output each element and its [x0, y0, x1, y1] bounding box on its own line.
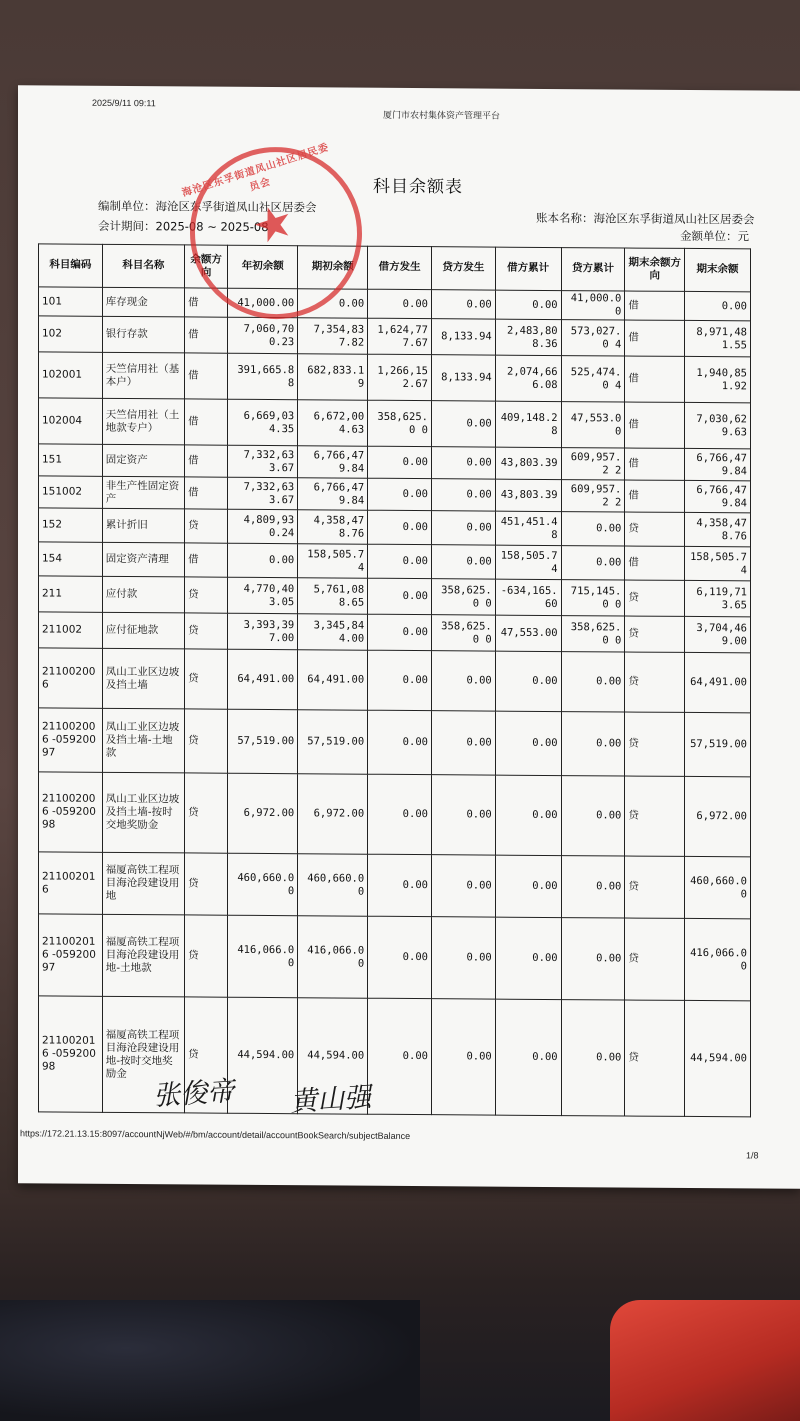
- cell-year-open: 7,060,70 0.23: [228, 317, 298, 353]
- column-header: 期末余额: [685, 248, 751, 291]
- cell-end-dir: 贷: [625, 856, 685, 918]
- column-header: 科目名称: [102, 244, 184, 288]
- table-row: [39, 398, 751, 449]
- cell-dir: 借: [185, 353, 228, 399]
- table-row: [39, 852, 751, 919]
- cell-debit: 0.00: [368, 998, 432, 1114]
- cell-credit: 0.00: [431, 401, 495, 447]
- cell-code: 154: [39, 542, 103, 576]
- signature-first: 张俊帝: [152, 1075, 236, 1113]
- cell-credit: 358,625.0 0: [431, 579, 495, 615]
- column-header: 年初余额: [228, 245, 298, 288]
- cell-debit-cum: 43,803.39: [495, 447, 561, 479]
- page-number: 1/8: [746, 1150, 759, 1161]
- cell-debit-cum: 0.00: [495, 855, 561, 917]
- cell-code: 211002016 -05920098: [39, 996, 103, 1112]
- cell-name: 凤山工业区边坡及挡土墙-按时交地奖励金: [102, 773, 184, 854]
- cell-credit-cum: 0.00: [561, 712, 625, 776]
- cell-name: 应付款: [102, 577, 184, 614]
- cell-end-dir: 借: [625, 480, 685, 512]
- cell-credit-cum: 0.00: [561, 652, 625, 712]
- cell-name: 福厦高铁工程项目海沧段建设用地: [102, 853, 184, 916]
- cell-dir: 贷: [185, 853, 228, 915]
- cell-credit: 0.00: [431, 479, 495, 511]
- cell-code: 211002016 -05920097: [39, 914, 103, 996]
- cell-period-open: 57,519.00: [298, 710, 368, 774]
- cell-end: 1,940,85 1.92: [685, 357, 751, 403]
- cell-name: 凤山工业区边坡及挡土墙: [102, 649, 184, 710]
- cell-end: 6,972.00: [685, 777, 751, 857]
- cell-debit-cum: 2,483,80 8.36: [495, 319, 561, 355]
- cell-period-open: 416,066.0 0: [298, 916, 368, 998]
- cell-credit: 0.00: [431, 290, 495, 320]
- signature-second: 黄山强: [289, 1081, 373, 1118]
- cell-code: 211002006 -05920097: [39, 708, 103, 772]
- cell-end-dir: 贷: [625, 776, 685, 856]
- cell-debit: 1,266,15 2.67: [368, 354, 432, 400]
- cell-dir: 贷: [185, 915, 228, 997]
- cell-name: 库存现金: [102, 287, 184, 317]
- cell-year-open: 64,491.00: [228, 649, 298, 709]
- cell-code: 152: [39, 508, 103, 542]
- cell-period-open: 158,505.7 4: [298, 544, 368, 578]
- cell-end: 57,519.00: [685, 713, 751, 777]
- cell-dir: 贷: [185, 577, 228, 613]
- cell-end-dir: 贷: [625, 918, 685, 1000]
- cell-debit-cum: 451,451.4 8: [495, 511, 561, 545]
- cell-period-open: 3,345,84 4.00: [298, 614, 368, 650]
- table-row: [39, 708, 751, 777]
- cell-debit-cum: 2,074,66 6.08: [495, 355, 561, 401]
- cell-debit: 0.00: [368, 650, 432, 710]
- cell-debit: 0.00: [368, 289, 432, 319]
- cell-end-dir: 贷: [625, 712, 685, 776]
- cell-credit: 0.00: [431, 917, 495, 999]
- cell-end-dir: 贷: [625, 616, 685, 652]
- cell-name: 应付征地款: [102, 613, 184, 650]
- dark-fabric: [0, 1300, 420, 1421]
- cell-end: 416,066.0 0: [685, 919, 751, 1001]
- cell-end-dir: 贷: [625, 652, 685, 712]
- column-header: 贷方累计: [561, 248, 625, 291]
- cell-credit: 0.00: [431, 855, 495, 917]
- cell-dir: 借: [185, 445, 228, 477]
- column-header: 期初余额: [298, 246, 368, 289]
- cell-name: 非生产性固定资产: [102, 477, 184, 510]
- cell-period-open: 64,491.00: [298, 650, 368, 710]
- cell-debit-cum: 0.00: [495, 290, 561, 320]
- cell-end-dir: 借: [625, 320, 685, 356]
- table-row: [39, 576, 751, 617]
- report-title: 科目余额表: [373, 176, 463, 198]
- cell-period-open: 6,672,00 4.63: [298, 400, 368, 446]
- cell-debit: 0.00: [368, 544, 432, 578]
- cell-code: 211: [39, 576, 103, 612]
- cell-code: 102001: [39, 352, 103, 398]
- cell-end: 6,119,71 3.65: [685, 581, 751, 617]
- cell-debit: 0.00: [368, 774, 432, 854]
- cell-debit: 0.00: [368, 916, 432, 998]
- unit-label: 金额单位：元: [680, 228, 749, 244]
- cell-debit-cum: 43,803.39: [495, 479, 561, 511]
- cell-year-open: 4,770,40 3.05: [228, 577, 298, 613]
- cell-name: 天竺信用社（基本户）: [102, 353, 184, 400]
- red-object: [610, 1300, 800, 1421]
- footer-url: https://172.21.13.15:8097/accountNjWeb/#/bm/account/detail/accountBookSearch/subjectBalance: [20, 1128, 411, 1142]
- cell-credit-cum: 0.00: [561, 918, 625, 1000]
- cell-year-open: 0.00: [228, 543, 298, 577]
- platform-name: 厦门市农村集体资产管理平台: [383, 109, 501, 121]
- cell-credit-cum: 715,145.0 0: [561, 580, 625, 616]
- table-row: [39, 648, 751, 713]
- table-row: [39, 476, 751, 513]
- cell-debit-cum: -634,165. 60: [495, 579, 561, 615]
- cell-end: 3,704,46 9.00: [685, 617, 751, 653]
- cell-end: 6,766,47 9.84: [685, 449, 751, 481]
- cell-credit-cum: 41,000.00: [561, 291, 625, 321]
- cell-end-dir: 借: [625, 402, 685, 448]
- cell-name: 凤山工业区边坡及挡土墙-土地款: [102, 709, 184, 774]
- column-header: 余额方向: [185, 245, 228, 288]
- cell-code: 102: [39, 316, 103, 352]
- cell-dir: 借: [185, 399, 228, 445]
- cell-code: 102004: [39, 398, 103, 444]
- cell-credit-cum: 358,625.0 0: [561, 616, 625, 652]
- cell-year-open: 460,660.0 0: [228, 853, 298, 915]
- balance-table: [38, 243, 751, 1117]
- cell-credit: 8,133.94: [431, 355, 495, 401]
- cell-credit: 0.00: [431, 511, 495, 545]
- cell-credit-cum: 47,553.00: [561, 402, 625, 448]
- table-header-row: [39, 244, 751, 292]
- cell-credit: 0.00: [431, 545, 495, 579]
- cell-credit: 0.00: [431, 447, 495, 479]
- cell-year-open: 391,665.8 8: [228, 353, 298, 399]
- cell-period-open: 44,594.00: [298, 998, 368, 1114]
- cell-name: 固定资产: [102, 445, 184, 478]
- cell-period-open: 6,766,47 9.84: [298, 446, 368, 478]
- seal-text: 海沧区东孚街道凤山社区居民委员会: [180, 142, 331, 200]
- printed-paper: [18, 85, 800, 1188]
- cell-code: 151: [39, 444, 103, 476]
- table-row: [39, 444, 751, 481]
- cell-period-open: 460,660.0 0: [298, 854, 368, 916]
- cell-debit-cum: 0.00: [495, 917, 561, 999]
- seal-star-icon: ★: [245, 191, 301, 256]
- cell-debit-cum: 0.00: [495, 999, 561, 1115]
- cell-credit: 0.00: [431, 999, 495, 1115]
- period-label: 会计期间：2025-08 ~ 2025-08: [98, 218, 269, 235]
- cell-dir: 贷: [185, 509, 228, 543]
- cell-name: 福厦高铁工程项目海沧段建设用地-土地款: [102, 915, 184, 998]
- cell-dir: 借: [185, 317, 228, 353]
- cell-end: 7,030,62 9.63: [685, 403, 751, 449]
- table-row: [39, 542, 751, 581]
- column-header: 贷方发生: [431, 247, 495, 290]
- cell-end-dir: 借: [625, 546, 685, 580]
- cell-credit-cum: 525,474.0 4: [561, 356, 625, 402]
- cell-code: 101: [39, 287, 103, 317]
- cell-year-open: 41,000.00: [228, 288, 298, 318]
- cell-period-open: 682,833.1 9: [298, 354, 368, 400]
- cell-end-dir: 贷: [625, 580, 685, 616]
- cell-debit-cum: 158,505.7 4: [495, 545, 561, 579]
- cell-year-open: 57,519.00: [228, 709, 298, 773]
- cell-credit: 0.00: [431, 775, 495, 855]
- cell-period-open: 6,766,47 9.84: [298, 478, 368, 510]
- cell-end: 44,594.00: [685, 1001, 751, 1117]
- cell-name: 福厦高铁工程项目海沧段建设用地-按时交地奖励金: [102, 997, 184, 1114]
- cell-dir: 贷: [185, 997, 228, 1113]
- cell-end: 158,505.7 4: [685, 547, 751, 581]
- cell-debit-cum: 0.00: [495, 651, 561, 711]
- cell-year-open: 7,332,63 3.67: [228, 477, 298, 509]
- cell-code: 211002016: [39, 852, 103, 914]
- cell-year-open: 4,809,93 0.24: [228, 509, 298, 543]
- cell-code: 151002: [39, 476, 103, 508]
- cell-debit: 0.00: [368, 578, 432, 614]
- cell-end: 8,971,48 1.55: [685, 321, 751, 357]
- cell-credit-cum: 0.00: [561, 512, 625, 546]
- cell-year-open: 6,972.00: [228, 773, 298, 853]
- cell-debit-cum: 0.00: [495, 711, 561, 775]
- cell-period-open: 6,972.00: [298, 774, 368, 854]
- cell-debit: 358,625.0 0: [368, 400, 432, 446]
- cell-name: 累计折旧: [102, 509, 184, 544]
- cell-dir: 贷: [185, 709, 228, 773]
- cell-year-open: 7,332,63 3.67: [228, 445, 298, 477]
- cell-credit-cum: 609,957.2 2: [561, 448, 625, 480]
- cell-debit-cum: 409,148.2 8: [495, 401, 561, 447]
- cell-end-dir: 贷: [625, 1000, 685, 1116]
- cell-credit-cum: 0.00: [561, 856, 625, 918]
- cell-year-open: 416,066.0 0: [228, 915, 298, 997]
- cell-debit: 0.00: [368, 614, 432, 650]
- column-header: 借方累计: [495, 247, 561, 290]
- cell-period-open: 5,761,08 8.65: [298, 578, 368, 614]
- cell-credit-cum: 0.00: [561, 546, 625, 580]
- cell-dir: 贷: [185, 773, 228, 853]
- cell-name: 银行存款: [102, 317, 184, 354]
- cell-dir: 贷: [185, 649, 228, 709]
- table-row: [39, 772, 751, 857]
- table-row: [39, 914, 751, 1001]
- cell-end: 460,660.0 0: [685, 857, 751, 919]
- cell-dir: 借: [185, 477, 228, 509]
- cell-debit: 0.00: [368, 446, 432, 478]
- cell-credit: 0.00: [431, 711, 495, 775]
- cell-period-open: 4,358,47 8.76: [298, 510, 368, 544]
- cell-credit: 0.00: [431, 651, 495, 711]
- table-row: [39, 316, 751, 357]
- cell-credit-cum: 573,027.0 4: [561, 320, 625, 356]
- cell-dir: 借: [185, 288, 228, 318]
- cell-end: 4,358,47 8.76: [685, 513, 751, 547]
- book-label: 账本名称：海沧区东孚街道凤山社区居委会: [536, 210, 755, 227]
- cell-period-open: 0.00: [298, 289, 368, 319]
- column-header: 期末余额方向: [625, 248, 685, 291]
- cell-credit-cum: 0.00: [561, 776, 625, 856]
- cell-code: 211002006: [39, 648, 103, 708]
- compiler-label: 编制单位：海沧区东孚街道凤山社区居委会: [98, 198, 317, 215]
- cell-dir: 借: [185, 543, 228, 577]
- table-row: [39, 508, 751, 547]
- cell-year-open: 6,669,03 4.35: [228, 399, 298, 445]
- cell-debit: 0.00: [368, 510, 432, 544]
- cell-debit-cum: 47,553.00: [495, 615, 561, 651]
- cell-credit: 8,133.94: [431, 319, 495, 355]
- cell-credit-cum: 0.00: [561, 1000, 625, 1116]
- cell-code: 211002: [39, 612, 103, 648]
- cell-end-dir: 贷: [625, 512, 685, 546]
- cell-debit: 0.00: [368, 710, 432, 774]
- table-row: [39, 352, 751, 403]
- cell-credit-cum: 609,957.2 2: [561, 480, 625, 512]
- cell-end: 64,491.00: [685, 653, 751, 713]
- cell-end-dir: 借: [625, 291, 685, 321]
- column-header: 借方发生: [368, 246, 432, 289]
- print-datetime: 2025/9/11 09:11: [92, 97, 156, 109]
- cell-end: 0.00: [685, 291, 751, 321]
- table-row: [39, 996, 751, 1117]
- cell-name: 固定资产清理: [102, 543, 184, 578]
- cell-dir: 贷: [185, 613, 228, 649]
- cell-debit: 0.00: [368, 854, 432, 916]
- table-row: [39, 612, 751, 653]
- cell-end: 6,766,47 9.84: [685, 481, 751, 513]
- cell-year-open: 44,594.00: [228, 997, 298, 1113]
- cell-code: 211002006 -05920098: [39, 772, 103, 852]
- column-header: 科目编码: [39, 244, 103, 287]
- cell-name: 天竺信用社（土地款专户）: [102, 399, 184, 446]
- cell-year-open: 3,393,39 7.00: [228, 613, 298, 649]
- cell-debit-cum: 0.00: [495, 775, 561, 855]
- cell-end-dir: 借: [625, 448, 685, 480]
- cell-end-dir: 借: [625, 356, 685, 402]
- cell-period-open: 7,354,83 7.82: [298, 318, 368, 354]
- cell-credit: 358,625.0 0: [431, 615, 495, 651]
- cell-debit: 0.00: [368, 478, 432, 510]
- cell-debit: 1,624,77 7.67: [368, 318, 432, 354]
